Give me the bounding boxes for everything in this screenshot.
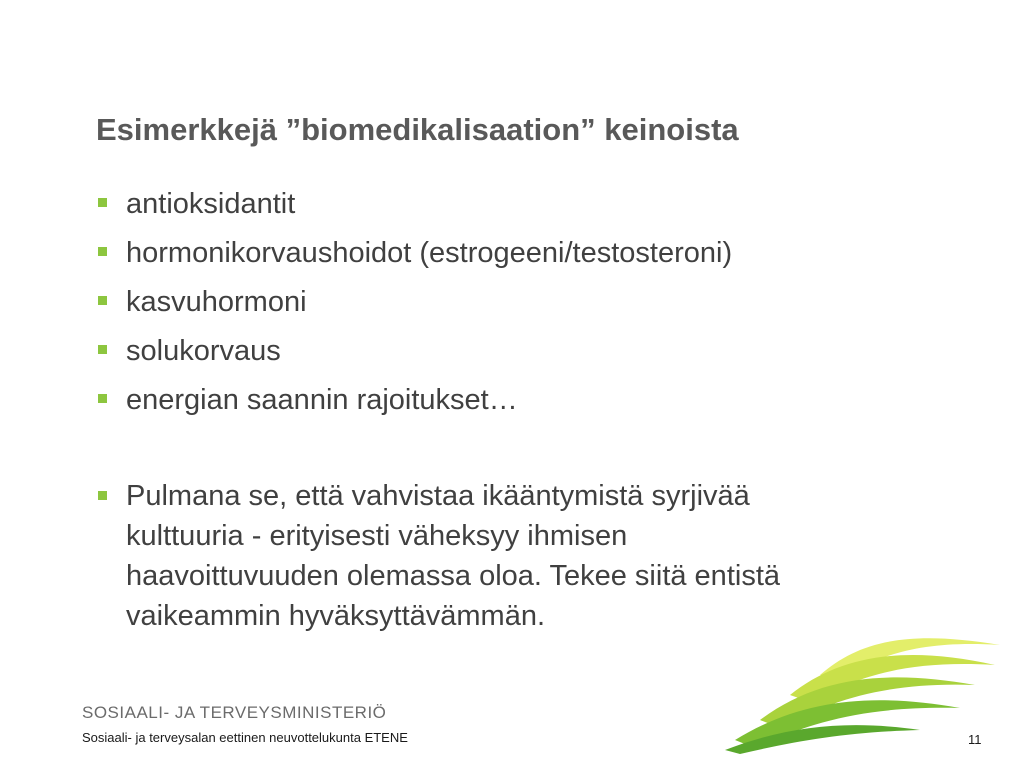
bullet-square-icon xyxy=(98,491,107,500)
bullet-text: kasvuhormoni xyxy=(126,286,307,318)
bullet-square-icon xyxy=(98,247,107,256)
paragraph-bullet xyxy=(96,476,916,636)
paragraph-line: haavoittuvuuden olemassa oloa. Tekee siitä entistä xyxy=(126,560,781,592)
bullet-text: antioksidantit xyxy=(126,188,296,220)
paragraph-line: Pulmana se, että vahvistaa ikääntymistä syrjivää xyxy=(126,480,750,512)
bullet-square-icon xyxy=(98,198,107,207)
bullet-square-icon xyxy=(98,394,107,403)
bullet-item xyxy=(96,376,916,425)
green-waves-logo-icon xyxy=(720,620,1010,755)
bullet-item xyxy=(96,278,916,327)
bullet-square-icon xyxy=(98,345,107,354)
bullet-item xyxy=(96,180,916,229)
footer-organization: Sosiaali- ja terveysalan eettinen neuvottelukunta ETENE xyxy=(82,730,408,745)
paragraph-line: vaikeammin hyväksyttävämmän. xyxy=(126,600,546,632)
bullet-item xyxy=(96,229,916,278)
bullet-list xyxy=(96,180,916,425)
bullet-square-icon xyxy=(98,296,107,305)
ministry-logo: SOSIAALI- JA TERVEYSMINISTERIÖ xyxy=(82,703,387,722)
slide-title: Esimerkkejä ”biomedikalisaation” keinoista xyxy=(96,112,739,147)
bullet-text: energian saannin rajoitukset… xyxy=(126,384,518,416)
paragraph-text xyxy=(126,476,916,636)
paragraph-line: kulttuuria - erityisesti väheksyy ihmisen xyxy=(126,520,628,552)
bullet-text: hormonikorvaushoidot (estrogeeni/testosteroni) xyxy=(126,237,733,269)
page-number: 11 xyxy=(968,732,982,747)
bullet-item xyxy=(96,327,916,376)
bullet-text: solukorvaus xyxy=(126,335,281,367)
